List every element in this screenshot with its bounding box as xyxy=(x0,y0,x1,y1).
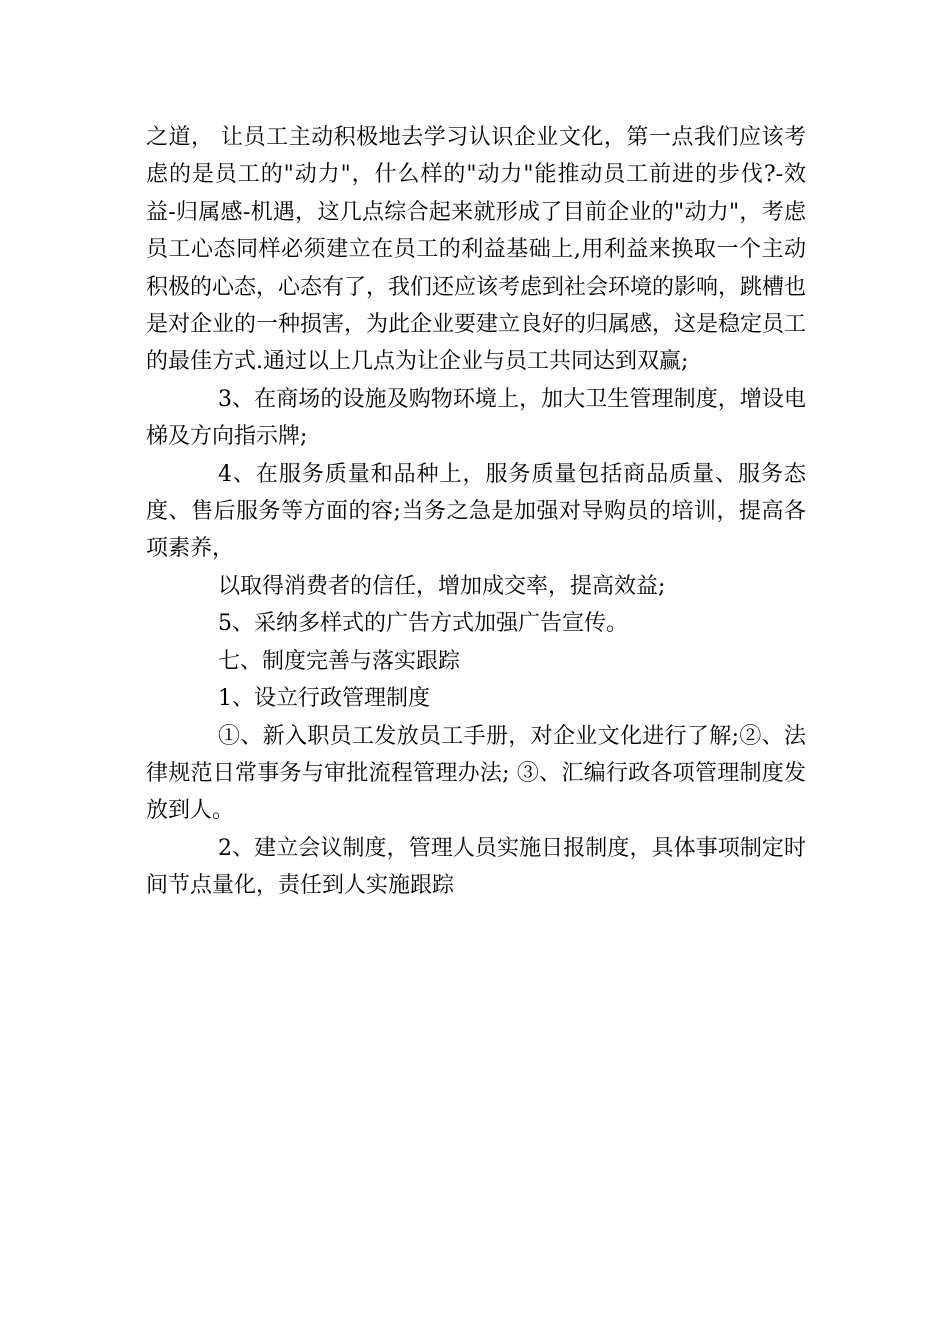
paragraph-item-5: 5、采纳多样式的广告方式加强广告宣传。 xyxy=(218,611,628,637)
paragraph-meeting-system: 2、建立会议制度，管理人员实施日报制度，具体事项制定时间节点量化，责任到人实施跟踪 xyxy=(146,835,806,899)
paragraph-continuation: 之道， 让员工主动积极地去学习认识企业文化，第一点我们应该考虑的是员工的"动力"，什么样的"动力"能推动员工前进的步伐?-效益-归属感-机遇，这几点综合起来就形成了目前企业的"动力"，考虑员工心态同样必须建立在员工的利益基础上,用利益来换取一个主动积极的心态，心态有了，我们还应该考虑到社会环境的影响，跳槽也是对企业的一种损害，为此企业要建立良好的归属感，这是稳定员工的最佳方式.通过以上几点为让企业与员工共同达到双赢; xyxy=(146,125,807,375)
paragraph-admin-details: ①、新入职员工发放员工手册，对企业文化进行了解;②、法律规范日常事务与审批流程管理办法; ③、汇编行政各项管理制度发放到人。 xyxy=(146,723,806,824)
paragraph-item-4-continued: 以取得消费者的信任，增加成交率，提高效益; xyxy=(218,573,666,599)
document-body xyxy=(146,119,806,905)
paragraph-item-4: 4、在服务质量和品种上，服务质量包括商品质量、服务态度、售后服务等方面的容;当务之急是加强对导购员的培训，提高各项素养， xyxy=(146,461,806,562)
section-heading-7: 七、制度完善与落实跟踪 xyxy=(218,648,461,674)
subheading-admin-system: 1、设立行政管理制度 xyxy=(218,686,430,712)
paragraph-item-3: 3、在商场的设施及购物环境上，加大卫生管理制度，增设电梯及方向指示牌; xyxy=(146,386,806,450)
